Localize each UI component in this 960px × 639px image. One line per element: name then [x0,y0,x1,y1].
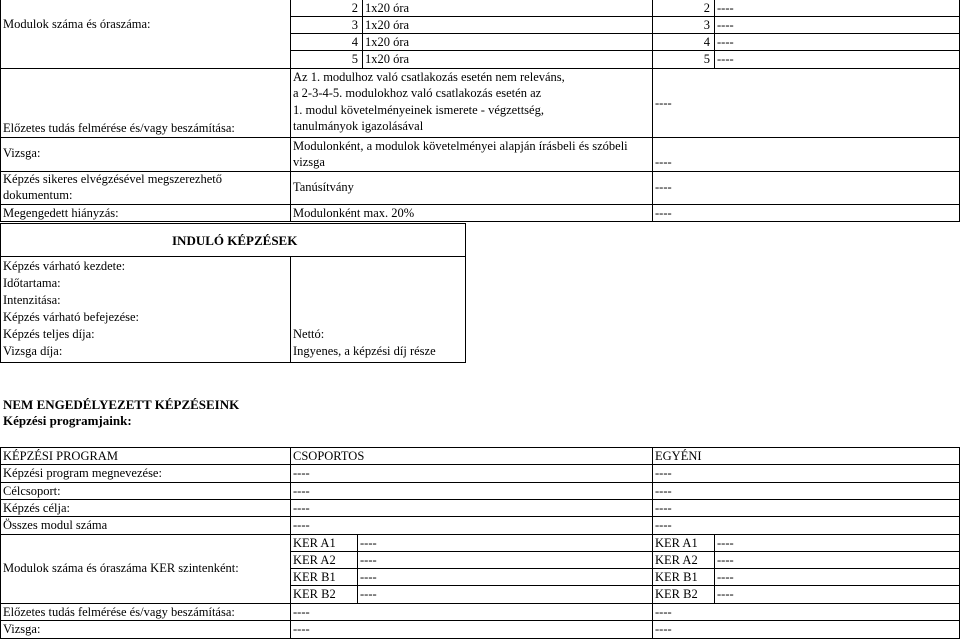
module-dash: ---- [717,1,734,15]
ker-value2: ---- [717,587,734,601]
document-dash: ---- [655,180,672,194]
ker-level: KER A1 [293,536,336,550]
module-num: 2 [351,1,358,15]
header-group: CSOPORTOS [293,449,365,463]
exam-line: Modulonként, a modulok követelményei alapján írásbeli és szóbeli [293,139,628,153]
exam-dash: ---- [655,155,672,169]
program-row-indiv: ---- [655,501,672,515]
starting-row-label: Időtartama: [3,276,61,290]
program-row-label: Összes modul száma [3,518,108,532]
document-label-line: Képzés sikeres elvégzésével megszerezhető [3,172,222,186]
ker-value2: ---- [717,553,734,567]
program-row-indiv: ---- [655,518,672,532]
module-num2: 4 [703,35,710,49]
modules-label: Modulok száma és óraszáma: [3,17,151,31]
program-bottom-indiv: ---- [655,622,672,636]
starting-row-label: Intenzitása: [3,293,61,307]
module-num: 4 [351,35,358,49]
unapproved-subtitle: Képzési programjaink: [3,413,132,428]
document-label-line: dokumentum: [3,188,73,202]
module-num2: 2 [703,1,710,15]
program-row-indiv: ---- [655,484,672,498]
program-row-group: ---- [293,501,310,515]
program-bottom-indiv: ---- [655,605,672,619]
starting-row-label: Képzés teljes díja: [3,327,95,341]
starting-row-value: Nettó: [293,327,325,341]
starting-row-value: Ingyenes, a képzési díj része [293,344,436,358]
ker-level: KER B2 [293,587,336,601]
program-bottom-group: ---- [293,605,310,619]
prior-knowledge-line: tanulmányok igazolásával [293,119,424,133]
prior-knowledge-line: a 2-3-4-5. modulokhoz való csatlakozás esetén az [293,86,542,100]
starting-row-label: Képzés várható befejezése: [3,310,140,324]
unapproved-title: NEM ENGEDÉLYEZETT KÉPZÉSEINK [3,397,240,412]
ker-level2: KER B2 [655,587,698,601]
exam-line: vizsga [293,155,325,169]
prior-knowledge-label: Előzetes tudás felmérése és/vagy beszámítása: [3,121,235,135]
prior-knowledge-line: Az 1. modulhoz való csatlakozás esetén nem releváns, [293,70,565,84]
module-hours: 1x20 óra [365,1,410,15]
ker-value: ---- [360,553,377,567]
exam-label: Vizsga: [3,146,41,160]
starting-row-label: Képzés várható kezdete: [3,259,126,273]
starting-row-label: Vizsga díja: [3,344,63,358]
ker-label: Modulok száma és óraszáma KER szintenként: [3,561,239,575]
absence-dash: ---- [655,206,672,220]
module-num2: 5 [703,52,710,66]
program-bottom-group: ---- [293,622,310,636]
ker-level: KER B1 [293,570,336,584]
program-row-group: ---- [293,466,310,480]
module-dash: ---- [717,18,734,32]
header-program: KÉPZÉSI PROGRAM [3,449,118,463]
ker-value: ---- [360,570,377,584]
ker-value2: ---- [717,570,734,584]
module-dash: ---- [717,35,734,49]
program-bottom-label: Előzetes tudás felmérése és/vagy beszámítása: [3,605,235,619]
starting-courses-title: INDULÓ KÉPZÉSEK [172,233,298,248]
program-row-label: Képzés célja: [3,501,70,515]
module-num: 3 [351,18,358,32]
module-dash: ---- [717,52,734,66]
module-hours: 1x20 óra [365,35,410,49]
ker-value: ---- [360,587,377,601]
ker-level2: KER A1 [655,536,698,550]
program-row-group: ---- [293,484,310,498]
program-row-group: ---- [293,518,310,532]
ker-level2: KER B1 [655,570,698,584]
prior-knowledge-line: 1. modul követelményeinek ismerete - végzettség, [293,103,544,117]
program-row-label: Képzési program megnevezése: [3,466,162,480]
ker-level: KER A2 [293,553,336,567]
program-row-indiv: ---- [655,466,672,480]
ker-level2: KER A2 [655,553,698,567]
absence-label: Megengedett hiányzás: [3,206,119,220]
ker-value: ---- [360,536,377,550]
prior-knowledge-dash: ---- [655,96,672,110]
program-row-label: Célcsoport: [3,484,61,498]
absence-value: Modulonként max. 20% [293,206,415,220]
module-hours: 1x20 óra [365,18,410,32]
module-num: 5 [351,52,358,66]
ker-value2: ---- [717,536,734,550]
document-value: Tanúsítvány [293,180,354,194]
program-bottom-label: Vizsga: [3,622,41,636]
module-hours: 1x20 óra [365,52,410,66]
header-individual: EGYÉNI [655,449,702,463]
module-num2: 3 [703,18,710,32]
